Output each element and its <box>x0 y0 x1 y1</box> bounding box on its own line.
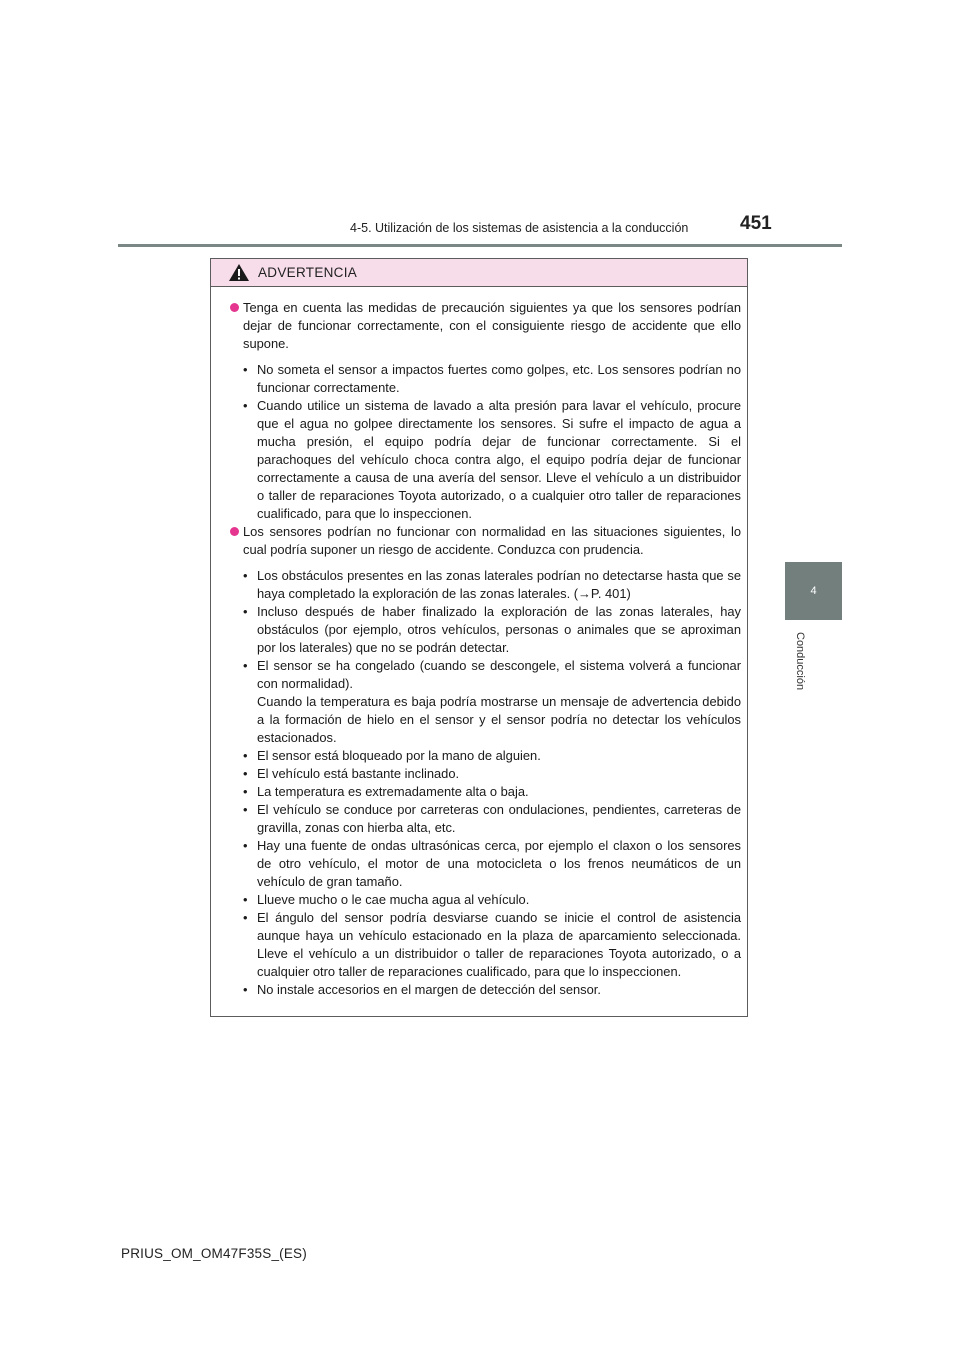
list-item: • El sensor está bloqueado por la mano de alguien. <box>243 747 741 765</box>
list-item: • Llueve mucho o le cae mucha agua al vehículo. <box>243 891 741 909</box>
list-item: • Hay una fuente de ondas ultrasónicas cerca, por ejemplo el claxon o los sensores de otro vehículo, el motor de una motocicleta o los frenos neumáticos de un vehículo de gran tamaño. <box>243 837 741 891</box>
page-number: 451 <box>740 213 772 234</box>
header-divider <box>118 244 842 247</box>
warning-body <box>211 287 747 999</box>
list-item: • El sensor se ha congelado (cuando se descongele, el sistema volverá a funcionar con normalidad). Cuando la temperatura es baja podría mostrarse un mensaje de advertencia debido a la formación de hielo en el sensor y el sensor podría no detectar los vehículos estacionados. <box>243 657 741 747</box>
list-item: • La temperatura es extremadamente alta o baja. <box>243 783 741 801</box>
warning-paragraph <box>230 523 741 559</box>
section-title: 4-5. Utilización de los sistemas de asistencia a la conducción <box>350 221 689 235</box>
warning-triangle-icon <box>228 263 250 282</box>
list-item: • El vehículo está bastante inclinado. <box>243 765 741 783</box>
list-item: • Cuando utilice un sistema de lavado a alta presión para lavar el vehículo, procure que el agua no golpee directamente los sensores. Si sufre el impacto de agua a mucha presión, el equipo podría dejar de funcionar correctamente. Si el parachoques del vehículo choca contra algo, el equipo podría dejar de funcionar correctamente a causa de una avería del sensor. Lleve el vehículo a un distribuidor o taller de reparaciones Toyota autorizado, o a cualquier otro taller de reparaciones cualificado, para que lo inspeccionen. <box>243 397 741 523</box>
chapter-number: 4 <box>810 585 817 597</box>
list-item: • No instale accesorios en el margen de detección del sensor. <box>243 981 741 999</box>
list-item: • No someta el sensor a impactos fuertes como golpes, etc. Los sensores podrían no funcionar correctamente. <box>243 361 741 397</box>
bullet-dot-icon <box>230 527 239 536</box>
warning-header <box>211 259 747 287</box>
list-item: • Incluso después de haber finalizado la exploración de las zonas laterales, hay obstáculos (por ejemplo, otros vehículos, personas o animales que se aproximan por los laterales) que no se podrán detectar. <box>243 603 741 657</box>
sub-list <box>230 361 741 523</box>
paragraph-text: Tenga en cuenta las medidas de precaución siguientes ya que los sensores podrían dejar de funcionar correctamente, con el consiguiente riesgo de accidente que ello supone. <box>243 300 741 351</box>
warning-box <box>210 258 748 1017</box>
paragraph-text: Los sensores podrían no funcionar con normalidad en las situaciones siguientes, lo cual podría suponer un riesgo de accidente. Conduzca con prudencia. <box>243 524 741 557</box>
list-item: • El vehículo se conduce por carreteras con ondulaciones, pendientes, carreteras de gravilla, zonas con hierba alta, etc. <box>243 801 741 837</box>
bullet-dot-icon <box>230 303 239 312</box>
list-item: • El ángulo del sensor podría desviarse cuando se inicie el control de asistencia aunque haya un vehículo estacionado en la plaza de aparcamiento seleccionada. Lleve el vehículo a un distribuidor o taller de reparaciones Toyota autorizado, o a cualquier otro taller de reparaciones cualificado, para que lo inspeccionen. <box>243 909 741 981</box>
chapter-tab[interactable] <box>785 562 842 620</box>
document-code: PRIUS_OM_OM47F35S_(ES) <box>121 1246 307 1261</box>
list-item: • Los obstáculos presentes en las zonas laterales podrían no detectarse hasta que se haya completado la exploración de las zonas laterales. (→P. 401) <box>243 567 741 603</box>
sub-list <box>230 567 741 999</box>
warning-paragraph <box>230 299 741 353</box>
warning-title: ADVERTENCIA <box>258 265 358 280</box>
chapter-label: Conducción <box>794 632 806 691</box>
